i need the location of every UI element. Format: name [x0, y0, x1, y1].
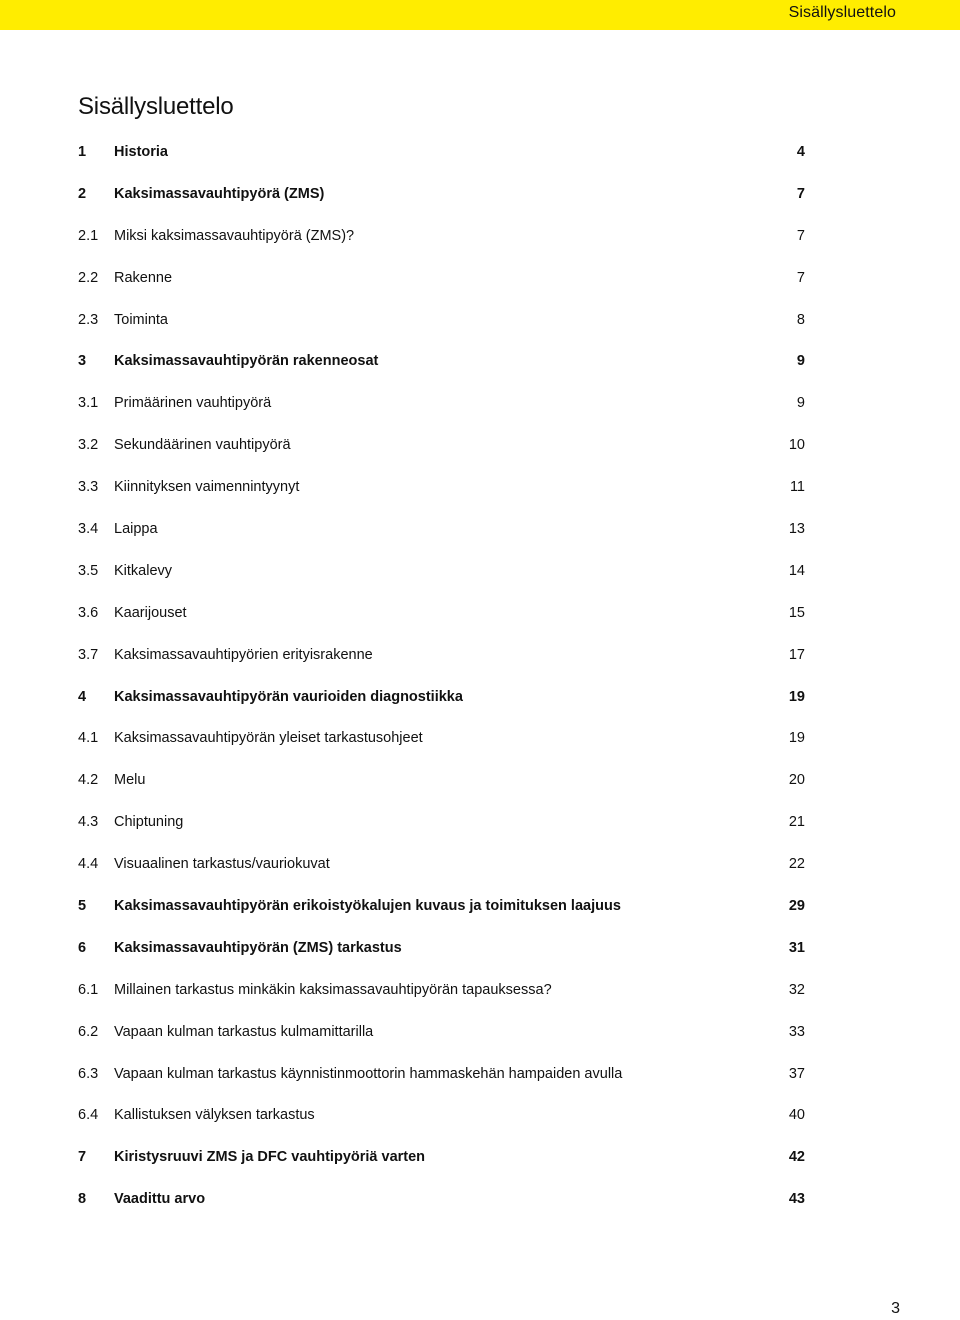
toc-entry-title: Chiptuning: [114, 814, 184, 831]
toc-entry-page: 9: [796, 353, 805, 370]
toc-entry-title: Kiinnityksen vaimennintyynyt: [114, 479, 300, 496]
toc-entry-title: Primäärinen vauhtipyörä: [114, 395, 272, 412]
toc-entry-page: 22: [788, 856, 805, 873]
toc-entry-page: 11: [789, 479, 805, 496]
toc-entry-page: 21: [788, 814, 805, 831]
toc-entry-page: 32: [788, 981, 805, 998]
toc-entry-title: Kaksimassavauhtipyörä (ZMS): [114, 185, 325, 202]
toc-entry[interactable]: [78, 593, 805, 635]
toc-entry[interactable]: [78, 300, 805, 342]
toc-entry[interactable]: [78, 174, 805, 216]
toc-entry[interactable]: [78, 1054, 805, 1096]
toc-entry-number: 2.1: [78, 227, 99, 244]
toc-entry[interactable]: [78, 760, 805, 802]
toc-entry[interactable]: [78, 467, 805, 509]
toc-entry-number: 3.7: [78, 646, 99, 663]
toc-entry[interactable]: [78, 341, 805, 383]
page-title: Sisällysluettelo: [78, 93, 234, 120]
toc-entry-title: Vapaan kulman tarkastus kulmamittarilla: [114, 1023, 374, 1040]
toc-entry-number: 3.5: [78, 562, 99, 579]
toc-entry-title: Laippa: [114, 521, 158, 538]
toc-entry-page: 7: [796, 227, 805, 244]
toc-entry-number: 6.4: [78, 1107, 99, 1124]
toc-entry[interactable]: [78, 928, 805, 970]
toc-entry-title: Kaksimassavauhtipyörän erikoistyökalujen kuvaus ja toimituksen laajuus: [114, 898, 621, 915]
toc-entry-number: 6.1: [78, 981, 99, 998]
toc-entry-title: Kaksimassavauhtipyörän (ZMS) tarkastus: [114, 939, 402, 956]
toc-entry-number: 1: [78, 144, 87, 160]
toc-entry-number: 4.1: [78, 730, 99, 747]
page-number: 3: [891, 1300, 900, 1317]
toc-entry-title: Vaadittu arvo: [114, 1191, 206, 1208]
toc-entry-page: 4: [796, 144, 805, 160]
toc-entry-page: 19: [788, 730, 805, 747]
toc-entry-title: Millainen tarkastus minkäkin kaksimassavauhtipyörän tapauksessa?: [114, 981, 552, 998]
toc-list: [78, 132, 805, 1221]
toc-entry[interactable]: [78, 677, 805, 719]
toc-entry[interactable]: [78, 509, 805, 551]
toc-entry-number: 4: [78, 688, 87, 705]
header-band: [0, 0, 960, 30]
toc-entry[interactable]: [78, 132, 805, 174]
toc-entry-title: Kaksimassavauhtipyörän rakenneosat: [114, 353, 379, 370]
toc-entry-page: 7: [796, 269, 805, 286]
toc-entry-title: Kitkalevy: [114, 562, 173, 579]
toc-entry[interactable]: [78, 1137, 805, 1179]
toc-entry-number: 3.1: [78, 395, 99, 412]
toc-entry-title: Kaksimassavauhtipyörän yleiset tarkastusohjeet: [114, 730, 423, 747]
toc-entry-page: 37: [788, 1065, 805, 1082]
toc-entry-number: 2: [78, 185, 87, 202]
toc-entry[interactable]: [78, 425, 805, 467]
toc-entry-number: 3: [78, 353, 87, 370]
toc-entry-page: 7: [796, 185, 805, 202]
toc-entry-title: Historia: [114, 144, 168, 160]
toc-entry-page: 15: [788, 604, 805, 621]
toc-entry-number: 6.2: [78, 1023, 99, 1040]
toc-entry-page: 8: [796, 311, 805, 328]
toc-entry-page: 42: [788, 1149, 805, 1166]
toc-entry-page: 29: [788, 898, 805, 915]
toc-entry-number: 8: [78, 1191, 87, 1208]
toc-entry[interactable]: [78, 551, 805, 593]
toc-entry-title: Melu: [114, 772, 146, 789]
toc-entry-title: Rakenne: [114, 269, 173, 286]
toc-entry[interactable]: [78, 1012, 805, 1054]
toc-entry-number: 4.2: [78, 772, 99, 789]
toc-entry-page: 10: [788, 437, 805, 454]
toc-entry-number: 2.3: [78, 311, 99, 328]
toc-entry[interactable]: [78, 802, 805, 844]
toc-entry-title: Kaarijouset: [114, 604, 187, 621]
toc-entry-page: 9: [796, 395, 805, 412]
toc-entry-title: Kaksimassavauhtipyörien erityisrakenne: [114, 646, 373, 663]
toc-entry-title: Kaksimassavauhtipyörän vaurioiden diagnostiikka: [114, 688, 463, 705]
toc-entry-page: 13: [788, 521, 805, 538]
toc-entry-number: 3.2: [78, 437, 99, 454]
toc-entry-title: Kiristysruuvi ZMS ja DFC vauhtipyöriä varten: [114, 1149, 426, 1166]
toc-entry-number: 7: [78, 1149, 87, 1166]
toc-entry-number: 3.3: [78, 479, 99, 496]
toc-entry-title: Vapaan kulman tarkastus käynnistinmoottorin hammaskehän hampaiden avulla: [114, 1065, 623, 1082]
toc-entry-number: 6.3: [78, 1065, 99, 1082]
toc-entry-number: 4.3: [78, 814, 99, 831]
toc-entry-page: 40: [788, 1107, 805, 1124]
toc-entry-title: Toiminta: [114, 311, 168, 328]
toc-entry-title: Sekundäärinen vauhtipyörä: [114, 437, 291, 454]
toc-entry-page: 33: [788, 1023, 805, 1040]
toc-entry-title: Kallistuksen välyksen tarkastus: [114, 1107, 315, 1124]
toc-entry[interactable]: [78, 216, 805, 258]
toc-entry-number: 6: [78, 939, 87, 956]
toc-entry[interactable]: [78, 718, 805, 760]
toc-entry-page: 31: [788, 939, 805, 956]
toc-entry[interactable]: [78, 635, 805, 677]
toc-entry-page: 17: [788, 646, 805, 663]
toc-entry-page: 43: [788, 1191, 805, 1208]
toc-entry[interactable]: [78, 1179, 805, 1221]
toc-entry-page: 14: [788, 562, 805, 579]
toc-entry-page: 20: [788, 772, 805, 789]
toc-entry-number: 2.2: [78, 269, 99, 286]
toc-entry-number: 3.6: [78, 604, 99, 621]
toc-entry-number: 3.4: [78, 521, 99, 538]
toc-entry-title: Miksi kaksimassavauhtipyörä (ZMS)?: [114, 227, 355, 244]
toc-entry-number: 4.4: [78, 856, 99, 873]
header-label: Sisällysluettelo: [788, 4, 896, 21]
toc-entry-number: 5: [78, 898, 87, 915]
toc-entry[interactable]: [78, 844, 805, 886]
toc-entry[interactable]: [78, 970, 805, 1012]
toc-entry-title: Visuaalinen tarkastus/vauriokuvat: [114, 856, 330, 873]
toc-entry[interactable]: [78, 383, 805, 425]
toc-entry[interactable]: [78, 886, 805, 928]
toc-entry[interactable]: [78, 1095, 805, 1137]
toc-entry[interactable]: [78, 258, 805, 300]
toc-entry-page: 19: [788, 688, 805, 705]
